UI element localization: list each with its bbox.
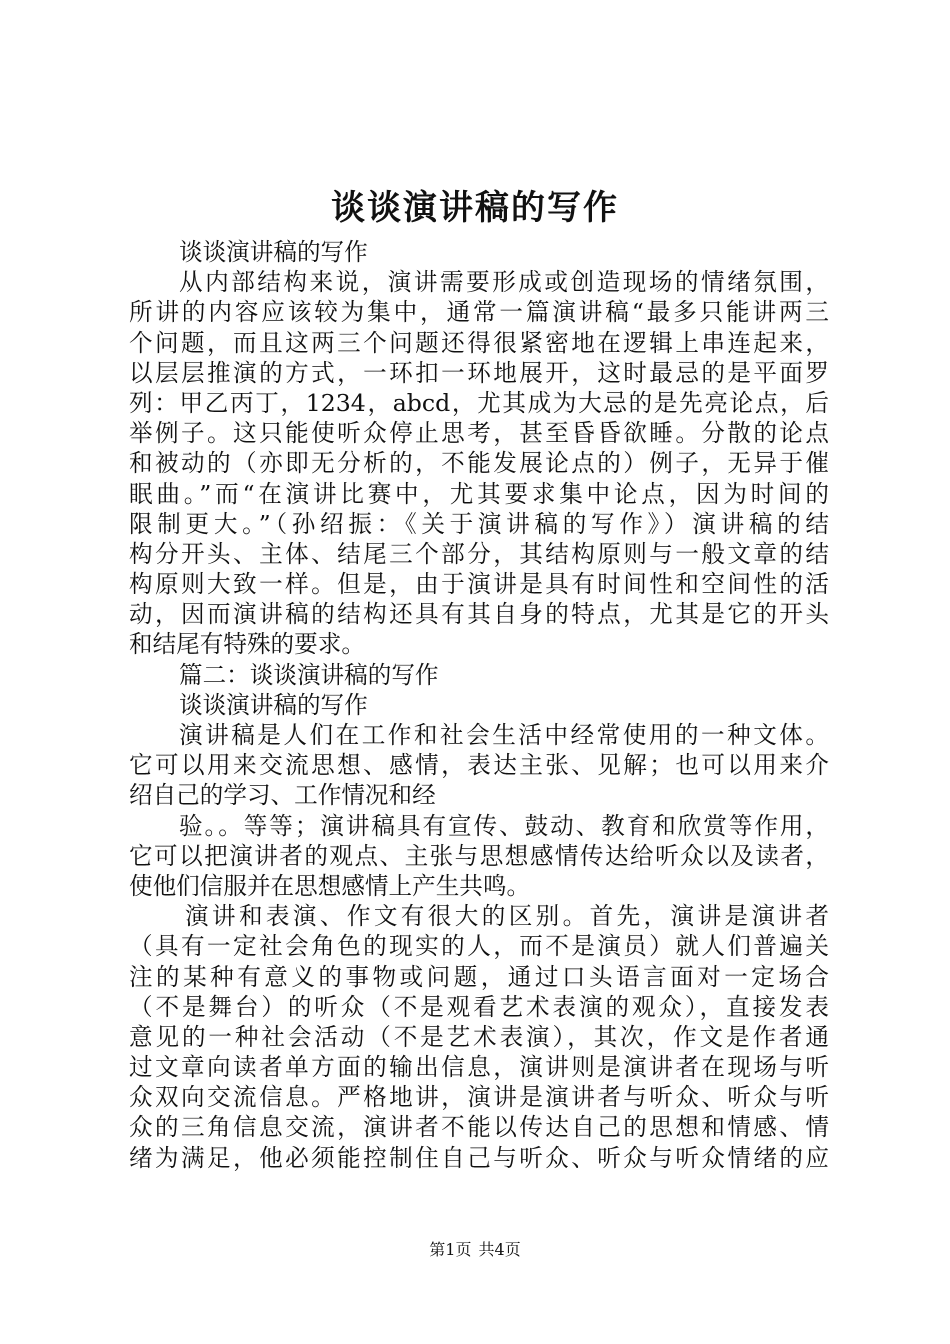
- text-line: 篇二：谈谈演讲稿的写作: [179, 660, 439, 689]
- text-line: 以层层推演的方式，一环扣一环地展开，这时最忌的是平面罗: [129, 358, 829, 387]
- text-line: 注的某种有意义的事物或问题，通过口头语言面对一定场合: [129, 962, 829, 991]
- text-line: 演讲和表演、作文有很大的区别。首先，演讲是演讲者: [185, 902, 829, 931]
- page-total: 共4页: [478, 1240, 521, 1259]
- text-line: 绍自己的学习、工作情况和经: [129, 781, 436, 810]
- text-line: 谈谈演讲稿的写作: [179, 690, 368, 719]
- text-line: 它可以用来交流思想、感情，表达主张、见解；也可以用来介: [129, 751, 829, 780]
- text-line: 列：甲乙丙丁，1234，abcd，尤其成为大忌的是先亮论点，后: [129, 388, 829, 417]
- text-line: 构分开头、主体、结尾三个部分，其结构原则与一般文章的结: [129, 539, 829, 568]
- text-line: 动，因而演讲稿的结构还具有其自身的特点，尤其是它的开头: [129, 600, 829, 629]
- text-line: （具有一定社会角色的现实的人，而不是演员）就人们普遍关: [129, 932, 829, 961]
- text-line: 举例子。这只能使听众停止思考，甚至昏昏欲睡。分散的论点: [129, 419, 829, 448]
- text-line: 和结尾有特殊的要求。: [129, 630, 365, 659]
- text-line: 个问题，而且这两三个问题还得很紧密地在逻辑上串连起来，: [129, 328, 829, 357]
- text-line: 和被动的（亦即无分析的，不能发展论点的）例子，无异于催: [129, 449, 829, 478]
- text-line: 限制更大。”（孙绍振：《关于演讲稿的写作》）演讲稿的结: [129, 509, 829, 538]
- text-line: 从内部结构来说，演讲需要形成或创造现场的情绪氛围，: [179, 268, 829, 297]
- text-line: 使他们信服并在思想感情上产生共鸣。: [129, 871, 531, 900]
- document-body: [129, 237, 829, 1173]
- document-title: 谈谈演讲稿的写作: [331, 188, 619, 228]
- text-line: 意见的一种社会活动（不是艺术表演），其次，作文是作者通: [129, 1022, 829, 1051]
- page-footer: [0, 1240, 950, 1260]
- text-line: 它可以把演讲者的观点、主张与思想感情传达给听众以及读者，: [129, 841, 829, 870]
- text-line: 构原则大致一样。但是，由于演讲是具有时间性和空间性的活: [129, 570, 829, 599]
- text-line: 绪为满足，他必须能控制住自己与听众、听众与听众情绪的应: [129, 1143, 829, 1172]
- text-line: 谈谈演讲稿的写作: [179, 238, 368, 266]
- text-line: 众的三角信息交流，演讲者不能以传达自己的思想和情感、情: [129, 1113, 829, 1142]
- text-line: 眠曲。”而“在演讲比赛中，尤其要求集中论点，因为时间的: [129, 479, 829, 508]
- page-number: 第1页: [429, 1240, 472, 1259]
- text-line: 演讲稿是人们在工作和社会生活中经常使用的一种文体。: [179, 721, 829, 749]
- text-line: 所讲的内容应该较为集中，通常一篇演讲稿“最多只能讲两三: [129, 298, 829, 327]
- text-line: 过文章向读者单方面的输出信息，演讲则是演讲者在现场与听: [129, 1053, 829, 1082]
- text-line: （不是舞台）的听众（不是观看艺术表演的观众），直接发表: [129, 992, 829, 1021]
- text-line: 众双向交流信息。严格地讲，演讲是演讲者与听众、听众与听: [129, 1083, 829, 1112]
- text-line: 验。。等等；演讲稿具有宣传、鼓动、教育和欣赏等作用，: [179, 811, 829, 840]
